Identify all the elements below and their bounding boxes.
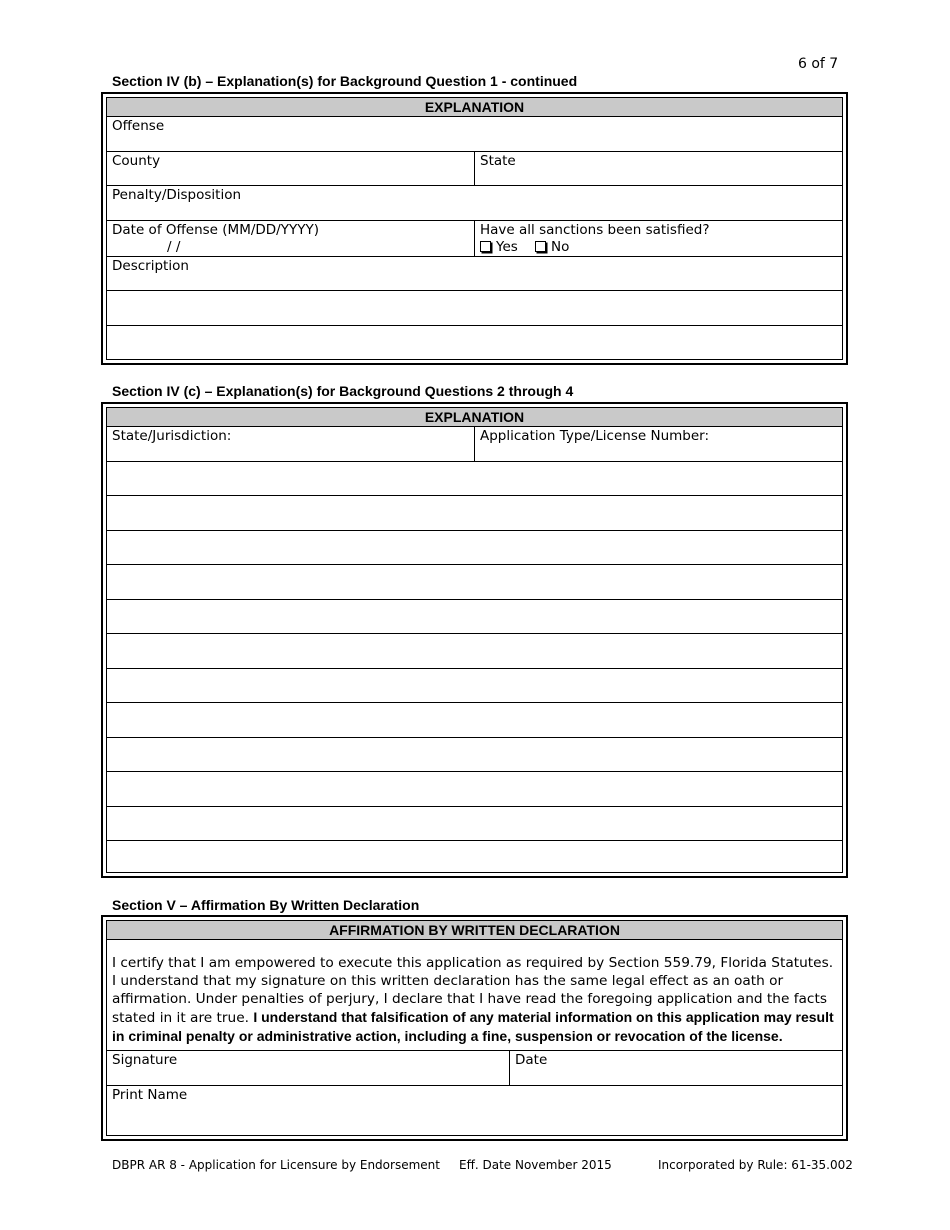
- print-name-field[interactable]: Print Name: [112, 1086, 188, 1103]
- affirmation-paragraph: [107, 940, 842, 1050]
- section-iv-b-title: Section IV (b) – Explanation(s) for Background Question 1 - continued: [112, 73, 578, 89]
- explanation-header: EXPLANATION: [107, 98, 842, 117]
- signature-row: [107, 1051, 842, 1086]
- explanation-line[interactable]: [107, 703, 842, 738]
- section-iv-c-table: [101, 402, 848, 878]
- offense-field[interactable]: Offense: [112, 118, 165, 134]
- explanation-line[interactable]: [107, 496, 842, 531]
- state-jurisdiction-field[interactable]: State/Jurisdiction:: [107, 427, 475, 461]
- explanation-line[interactable]: [107, 531, 842, 566]
- county-field[interactable]: County: [107, 152, 475, 186]
- description-field[interactable]: Description: [112, 257, 189, 274]
- explanation-header: EXPLANATION: [107, 408, 842, 427]
- application-type-field[interactable]: Application Type/License Number:: [480, 428, 710, 444]
- explanation-line[interactable]: [107, 807, 842, 842]
- explanation-line[interactable]: [107, 841, 842, 876]
- page-number: 6 of 7: [798, 56, 839, 72]
- sanctions-question: Have all sanctions been satisfied?: [480, 221, 710, 238]
- yes-label: Yes: [496, 238, 518, 255]
- date-field[interactable]: Date: [515, 1052, 548, 1068]
- footer-eff-date: Eff. Date November 2015: [459, 1158, 612, 1172]
- county-state-row: [107, 152, 842, 187]
- date-sanctions-row: [107, 221, 842, 257]
- yes-checkbox[interactable]: [480, 241, 491, 252]
- explanation-line[interactable]: [107, 669, 842, 704]
- date-of-offense-label: Date of Offense (MM/DD/YYYY): [112, 221, 319, 238]
- explanation-line[interactable]: [107, 600, 842, 635]
- no-checkbox[interactable]: [535, 241, 546, 252]
- explanation-line[interactable]: [107, 565, 842, 600]
- no-label: No: [550, 238, 570, 255]
- description-line[interactable]: [107, 291, 842, 326]
- explanation-line[interactable]: [107, 634, 842, 669]
- explanation-line[interactable]: [107, 462, 842, 497]
- state-field[interactable]: State: [480, 152, 516, 169]
- section-v-table: [101, 915, 848, 1141]
- affirmation-text-row: [107, 940, 842, 1051]
- affirmation-bold-text: I understand that falsification of any material information on this application may result in criminal penalty or administrative action, including a fine, suspension or revocation of the license.: [112, 1009, 834, 1044]
- section-iv-b-table: [101, 92, 848, 365]
- explanation-line[interactable]: [107, 772, 842, 807]
- section-v-title: Section V – Affirmation By Written Declaration: [112, 897, 420, 913]
- explanation-line[interactable]: [107, 738, 842, 773]
- date-slashes: / /: [167, 238, 181, 255]
- affirmation-text: I certify that I am empowered to execute this application as required by Section 559.79, Florida Statutes. I understand that my signature on this written declaration has the same legal effect as an oath or affirmation. Under penalties of perjury, I declare that I have read the foregoing application and the facts stated in it are true.: [112, 955, 834, 1026]
- signature-field[interactable]: Signature: [107, 1051, 510, 1085]
- penalty-row: [107, 186, 842, 221]
- date-of-offense-field[interactable]: [107, 221, 475, 256]
- sanctions-field: [475, 221, 842, 256]
- jurisdiction-row: [107, 427, 842, 462]
- print-name-row: [107, 1086, 842, 1121]
- footer-form: DBPR AR 8 - Application for Licensure by Endorsement: [112, 1158, 440, 1172]
- description-row: [107, 257, 842, 292]
- penalty-disposition-field[interactable]: Penalty/Disposition: [112, 187, 242, 203]
- section-iv-c-title: Section IV (c) – Explanation(s) for Background Questions 2 through 4: [112, 383, 574, 399]
- footer-rule: Incorporated by Rule: 61-35.002: [658, 1158, 853, 1172]
- description-line[interactable]: [107, 326, 842, 361]
- offense-row: [107, 117, 842, 152]
- affirmation-header: AFFIRMATION BY WRITTEN DECLARATION: [107, 921, 842, 940]
